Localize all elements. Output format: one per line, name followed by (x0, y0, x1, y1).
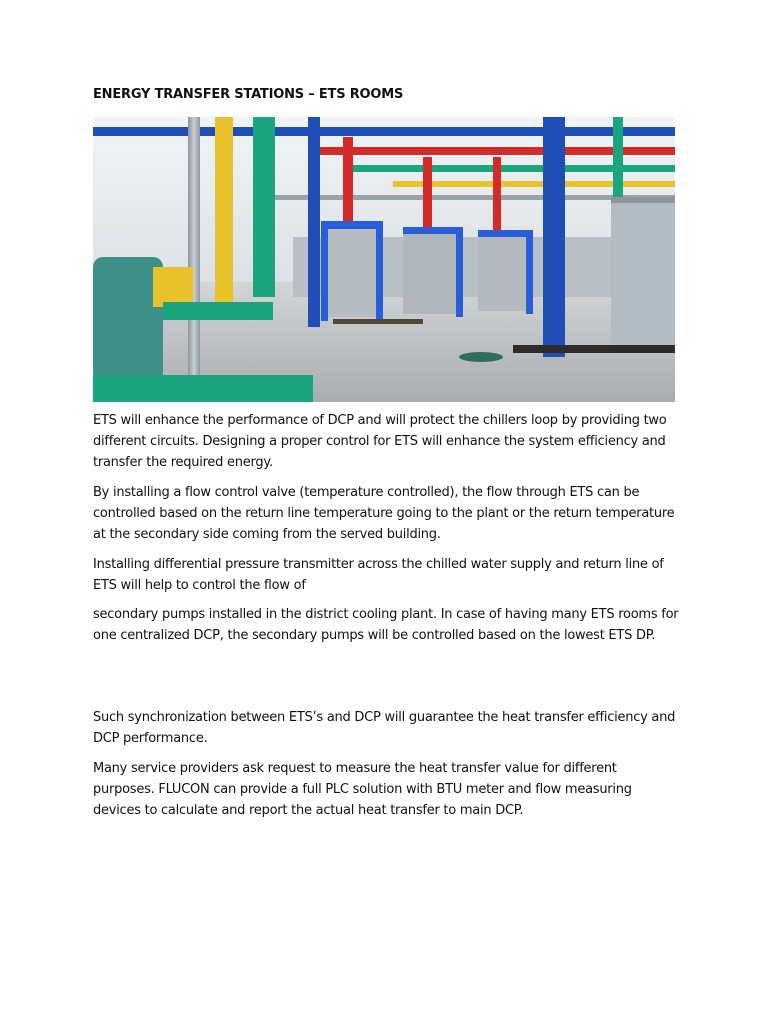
floor-drain (459, 352, 503, 362)
pipe-green-vertical (253, 117, 275, 297)
pipe-blue-vertical-2 (543, 117, 565, 357)
heat-exchanger-1 (321, 221, 383, 321)
paragraph-ets-enhance: ETS will enhance the performance of DCP and will protect the chillers loop by providing two different circuits. Designing a proper control for ETS will enhance the system efficiency and transfer the required energy. (93, 413, 667, 470)
document-title: ENERGY TRANSFER STATIONS – ETS ROOMS (93, 87, 404, 102)
pipe-blue-top (93, 127, 675, 136)
ets-room-photo (93, 117, 675, 402)
pipe-yellow-vertical (215, 117, 233, 317)
pipe-green-top (353, 165, 675, 172)
ets-room-illustration (93, 117, 675, 402)
paragraph-dp-transmitter: Installing differential pressure transmitter across the chilled water supply and return line of ETS will help to control the flow of (93, 557, 664, 593)
floor-marking (513, 345, 675, 353)
paragraph-synchronization: Such synchronization between ETS’s and DCP will guarantee the heat transfer efficiency and DCP performance. (93, 710, 676, 746)
pipe-yellow-top (393, 181, 675, 187)
paragraph-secondary-pumps: secondary pumps installed in the district cooling plant. In case of having many ETS rooms for one centralized DCP, the secondary pumps will be controlled based on the lowest ETS DP. (93, 607, 679, 643)
pipe-blue-vertical-1 (308, 117, 320, 327)
steel-unit (611, 197, 675, 347)
heat-exchanger-3 (478, 230, 533, 314)
heat-exchanger-2 (403, 227, 463, 317)
support-column (188, 117, 200, 402)
paragraph-flow-control-valve: By installing a flow control valve (temperature controlled), the flow through ETS can be controlled based on the return line temperature going to the plant or the return temperature at the secondary side coming from the served building. (93, 485, 675, 542)
paragraph-service-providers: Many service providers ask request to measure the heat transfer value for different purposes. FLUCON can provide a full PLC solution with BTU meter and flow measuring devices to calculate and report the actual heat transfer to main DCP. (93, 761, 632, 818)
